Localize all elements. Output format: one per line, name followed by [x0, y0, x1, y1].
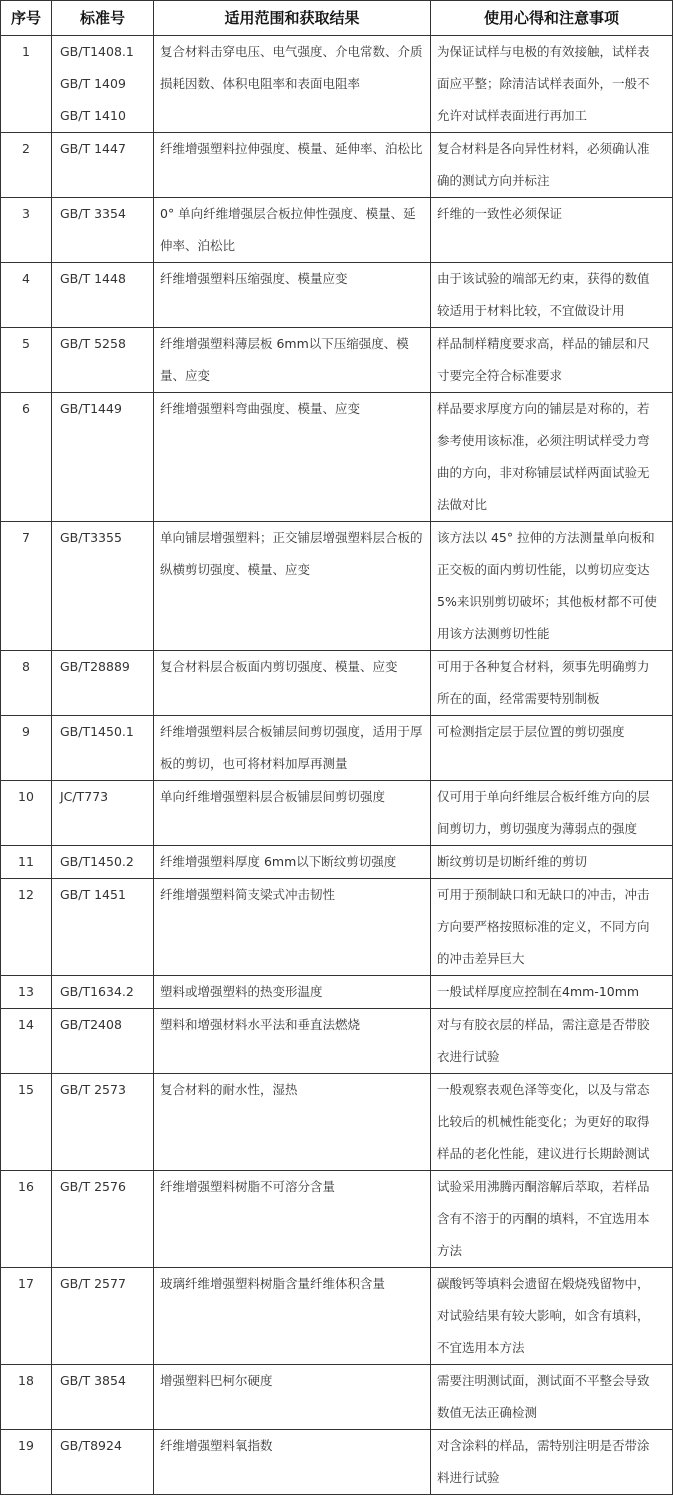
standard-code: GB/T8924	[60, 1438, 122, 1453]
row-index: 11	[1, 846, 52, 879]
table-row	[1, 846, 673, 879]
standard-code: GB/T28889	[60, 659, 130, 674]
table-row	[1, 133, 673, 198]
notes-text: 样品要求厚度方向的铺层是对称的，若	[437, 401, 650, 416]
scope-text: 纤维增强塑料树脂不可溶分含量	[160, 1179, 336, 1194]
standard-code: JC/T773	[60, 789, 109, 804]
notes-text-cell	[431, 1009, 673, 1074]
notes-text: 参考使用该标准，必须注明试样受力弯	[437, 433, 650, 448]
standard-code-cell	[52, 198, 154, 263]
notes-text-cell	[431, 36, 673, 133]
standard-code: GB/T 1410	[60, 108, 126, 123]
notes-text: 用该方法测剪切性能	[437, 626, 550, 641]
scope-text: 增强塑料巴柯尔硬度	[160, 1373, 273, 1388]
notes-text: 衣进行试验	[437, 1049, 500, 1064]
scope-text-cell	[154, 1365, 431, 1430]
scope-text: 纤维增强塑料层合板铺层间剪切强度，适用于厚	[160, 724, 423, 739]
notes-text: 对试验结果有较大影响，如含有填料，	[437, 1308, 650, 1323]
standard-code: GB/T1634.2	[60, 984, 134, 999]
row-index: 2	[1, 133, 52, 198]
standard-code-cell	[52, 1268, 154, 1365]
scope-text-cell	[154, 976, 431, 1009]
scope-text-cell	[154, 328, 431, 393]
notes-text-cell	[431, 846, 673, 879]
standard-code-cell	[52, 846, 154, 879]
standard-code: GB/T 1409	[60, 76, 126, 91]
standard-code-cell	[52, 263, 154, 328]
notes-text: 对与有胶衣层的样品，需注意是否带胶	[437, 1017, 650, 1032]
row-index: 18	[1, 1365, 52, 1430]
notes-text: 法做对比	[437, 497, 488, 512]
row-index: 10	[1, 781, 52, 846]
table-row	[1, 1171, 673, 1268]
standard-code: GB/T 2573	[60, 1082, 126, 1097]
row-index: 9	[1, 716, 52, 781]
row-index: 4	[1, 263, 52, 328]
notes-text-cell	[431, 716, 673, 781]
standard-code: GB/T1449	[60, 401, 122, 416]
table-row	[1, 976, 673, 1009]
table-row	[1, 879, 673, 976]
row-index: 19	[1, 1430, 52, 1495]
scope-text-cell	[154, 522, 431, 651]
scope-text: 复合材料击穿电压、电气强度、介电常数、介质	[160, 44, 423, 59]
notes-text-cell	[431, 1430, 673, 1495]
notes-text-cell	[431, 781, 673, 846]
standard-code: GB/T 3854	[60, 1373, 126, 1388]
row-index: 14	[1, 1009, 52, 1074]
table-row	[1, 1430, 673, 1495]
scope-text: 纵横剪切强度、模量、应变	[160, 562, 311, 577]
notes-text-cell	[431, 651, 673, 716]
table-row	[1, 263, 673, 328]
scope-text: 单向铺层增强塑料；正交铺层增强塑料层合板的	[160, 530, 423, 545]
scope-text: 纤维增强塑料压缩强度、模量应变	[160, 271, 348, 286]
table-row	[1, 36, 673, 133]
scope-text: 单向纤维增强塑料层合板铺层间剪切强度	[160, 789, 386, 804]
notes-text: 碳酸钙等填料会遗留在煅烧残留物中，	[437, 1276, 650, 1291]
notes-text-cell	[431, 1074, 673, 1171]
header-standard: 标准号	[52, 1, 154, 36]
table-body	[1, 36, 673, 1495]
scope-text: 损耗因数、体积电阻率和表面电阻率	[160, 76, 361, 91]
row-index: 15	[1, 1074, 52, 1171]
header-row	[1, 1, 673, 36]
row-index: 7	[1, 522, 52, 651]
notes-text: 样品制样精度要求高，样品的铺层和尺	[437, 336, 650, 351]
notes-text: 确的测试方向并标注	[437, 173, 550, 188]
standard-code-cell	[52, 716, 154, 781]
row-index: 6	[1, 393, 52, 522]
scope-text-cell	[154, 781, 431, 846]
header-notes: 使用心得和注意事项	[431, 1, 673, 36]
notes-text: 复合材料是各向异性材料，必须确认准	[437, 141, 650, 156]
notes-text: 料进行试验	[437, 1470, 500, 1485]
notes-text-cell	[431, 263, 673, 328]
notes-text-cell	[431, 1365, 673, 1430]
row-index: 8	[1, 651, 52, 716]
standard-code-cell	[52, 1074, 154, 1171]
table-row	[1, 1268, 673, 1365]
notes-text: 断纹剪切是切断纤维的剪切	[437, 854, 588, 869]
scope-text-cell	[154, 1171, 431, 1268]
notes-text: 的冲击差异巨大	[437, 951, 525, 966]
standard-code: GB/T 2576	[60, 1179, 126, 1194]
scope-text: 复合材料的耐水性，湿热	[160, 1082, 298, 1097]
scope-text-cell	[154, 651, 431, 716]
standard-code: GB/T 1451	[60, 887, 126, 902]
row-index: 1	[1, 36, 52, 133]
standard-code-cell	[52, 1171, 154, 1268]
row-index: 12	[1, 879, 52, 976]
notes-text: 数值无法正确检测	[437, 1405, 538, 1420]
table-row	[1, 716, 673, 781]
notes-text: 方向要严格按照标准的定义，不同方向	[437, 919, 650, 934]
table-row	[1, 522, 673, 651]
scope-text: 纤维增强塑料弯曲强度、模量、应变	[160, 401, 361, 416]
notes-text: 对含涂料的样品，需特别注明是否带涂	[437, 1438, 650, 1453]
header-index: 序号	[1, 1, 52, 36]
table-row	[1, 651, 673, 716]
standard-code-cell	[52, 1430, 154, 1495]
scope-text: 0° 单向纤维增强层合板拉伸性强度、模量、延	[160, 206, 416, 221]
standard-code-cell	[52, 651, 154, 716]
standard-code: GB/T 3354	[60, 206, 126, 221]
scope-text-cell	[154, 1009, 431, 1074]
table-row	[1, 1009, 673, 1074]
notes-text: 允许对试样表面进行再加工	[437, 108, 588, 123]
standard-code-cell	[52, 879, 154, 976]
notes-text: 寸要完全符合标准要求	[437, 368, 563, 383]
scope-text-cell	[154, 846, 431, 879]
notes-text-cell	[431, 1268, 673, 1365]
notes-text: 比较后的机械性能变化；为更好的取得	[437, 1114, 650, 1129]
notes-text: 较适用于材料比较，不宜做设计用	[437, 303, 625, 318]
scope-text: 塑料或增强塑料的热变形温度	[160, 984, 323, 999]
notes-text-cell	[431, 328, 673, 393]
scope-text: 纤维增强塑料厚度 6mm以下断纹剪切强度	[160, 854, 397, 869]
notes-text: 间剪切力，剪切强度为薄弱点的强度	[437, 821, 638, 836]
standard-code: GB/T3355	[60, 530, 122, 545]
standard-code-cell	[52, 976, 154, 1009]
scope-text: 塑料和增强材料水平法和垂直法燃烧	[160, 1017, 361, 1032]
notes-text-cell	[431, 976, 673, 1009]
scope-text: 纤维增强塑料氧指数	[160, 1438, 273, 1453]
scope-text-cell	[154, 393, 431, 522]
table-row	[1, 393, 673, 522]
standard-code: GB/T1408.1	[60, 44, 134, 59]
standard-code: GB/T 1448	[60, 271, 126, 286]
notes-text: 曲的方向，非对称铺层试样两面试验无	[437, 465, 650, 480]
notes-text: 方法	[437, 1243, 463, 1258]
scope-text-cell	[154, 1074, 431, 1171]
scope-text: 伸率、泊松比	[160, 238, 236, 253]
standard-code: GB/T1450.2	[60, 854, 134, 869]
scope-text: 玻璃纤维增强塑料树脂含量纤维体积含量	[160, 1276, 386, 1291]
notes-text-cell	[431, 879, 673, 976]
standard-code-cell	[52, 522, 154, 651]
table-row	[1, 198, 673, 263]
row-index: 16	[1, 1171, 52, 1268]
scope-text: 板的剪切，也可将材料加厚再测量	[160, 756, 348, 771]
notes-text: 试验采用沸腾丙酮溶解后萃取，若样品	[437, 1179, 650, 1194]
standard-code: GB/T 2577	[60, 1276, 126, 1291]
scope-text-cell	[154, 198, 431, 263]
row-index: 13	[1, 976, 52, 1009]
notes-text: 可检测指定层于层位置的剪切强度	[437, 724, 625, 739]
row-index: 17	[1, 1268, 52, 1365]
header-scope: 适用范围和获取结果	[154, 1, 431, 36]
notes-text: 为保证试样与电极的有效接触，试样表	[437, 44, 650, 59]
scope-text: 纤维增强塑料简支梁式冲击韧性	[160, 887, 336, 902]
standard-code-cell	[52, 1365, 154, 1430]
scope-text-cell	[154, 36, 431, 133]
standard-code: GB/T1450.1	[60, 724, 134, 739]
standard-code: GB/T 1447	[60, 141, 126, 156]
standard-code: GB/T2408	[60, 1017, 122, 1032]
scope-text-cell	[154, 133, 431, 198]
scope-text: 复合材料层合板面内剪切强度、模量、应变	[160, 659, 398, 674]
notes-text: 面应平整；除清洁试样表面外，一般不	[437, 76, 650, 91]
standard-code-cell	[52, 1009, 154, 1074]
notes-text: 由于该试验的端部无约束，获得的数值	[437, 271, 650, 286]
notes-text: 正交板的面内剪切性能，以剪切应变达	[437, 562, 650, 577]
standard-code-cell	[52, 36, 154, 133]
table-row	[1, 328, 673, 393]
scope-text: 纤维增强塑料拉伸强度、模量、延伸率、泊松比	[160, 141, 423, 156]
notes-text: 仅可用于单向纤维层合板纤维方向的层	[437, 789, 650, 804]
standard-code-cell	[52, 328, 154, 393]
standard-code-cell	[52, 133, 154, 198]
notes-text: 该方法以 45° 拉伸的方法测量单向板和	[437, 530, 655, 545]
notes-text: 一般试样厚度应控制在4mm-10mm	[437, 984, 640, 999]
notes-text: 需要注明测试面，测试面不平整会导致	[437, 1373, 650, 1388]
table-row	[1, 781, 673, 846]
notes-text: 5%来识别剪切破坏；其他板材都不可使	[437, 594, 657, 609]
scope-text: 量、应变	[160, 368, 211, 383]
table-row	[1, 1074, 673, 1171]
notes-text-cell	[431, 198, 673, 263]
standard-code-cell	[52, 393, 154, 522]
scope-text-cell	[154, 1430, 431, 1495]
scope-text-cell	[154, 1268, 431, 1365]
notes-text: 可用于各种复合材料，须事先明确剪力	[437, 659, 650, 674]
standard-code-cell	[52, 781, 154, 846]
row-index: 3	[1, 198, 52, 263]
notes-text: 可用于预制缺口和无缺口的冲击，冲击	[437, 887, 650, 902]
notes-text: 一般观察表观色泽等变化，以及与常态	[437, 1082, 650, 1097]
scope-text-cell	[154, 263, 431, 328]
notes-text: 所在的面，经常需要特别制板	[437, 691, 600, 706]
notes-text: 纤维的一致性必须保证	[437, 206, 563, 221]
notes-text-cell	[431, 1171, 673, 1268]
standard-code: GB/T 5258	[60, 336, 126, 351]
scope-text-cell	[154, 716, 431, 781]
notes-text: 不宜选用本方法	[437, 1340, 525, 1355]
scope-text: 纤维增强塑料薄层板 6mm以下压缩强度、模	[160, 336, 409, 351]
table-row	[1, 1365, 673, 1430]
notes-text-cell	[431, 393, 673, 522]
notes-text: 含有不溶于的丙酮的填料，不宜选用本	[437, 1211, 650, 1226]
scope-text-cell	[154, 879, 431, 976]
notes-text-cell	[431, 522, 673, 651]
notes-text: 样品的老化性能，建议进行长期龄测试	[437, 1146, 650, 1161]
notes-text-cell	[431, 133, 673, 198]
row-index: 5	[1, 328, 52, 393]
